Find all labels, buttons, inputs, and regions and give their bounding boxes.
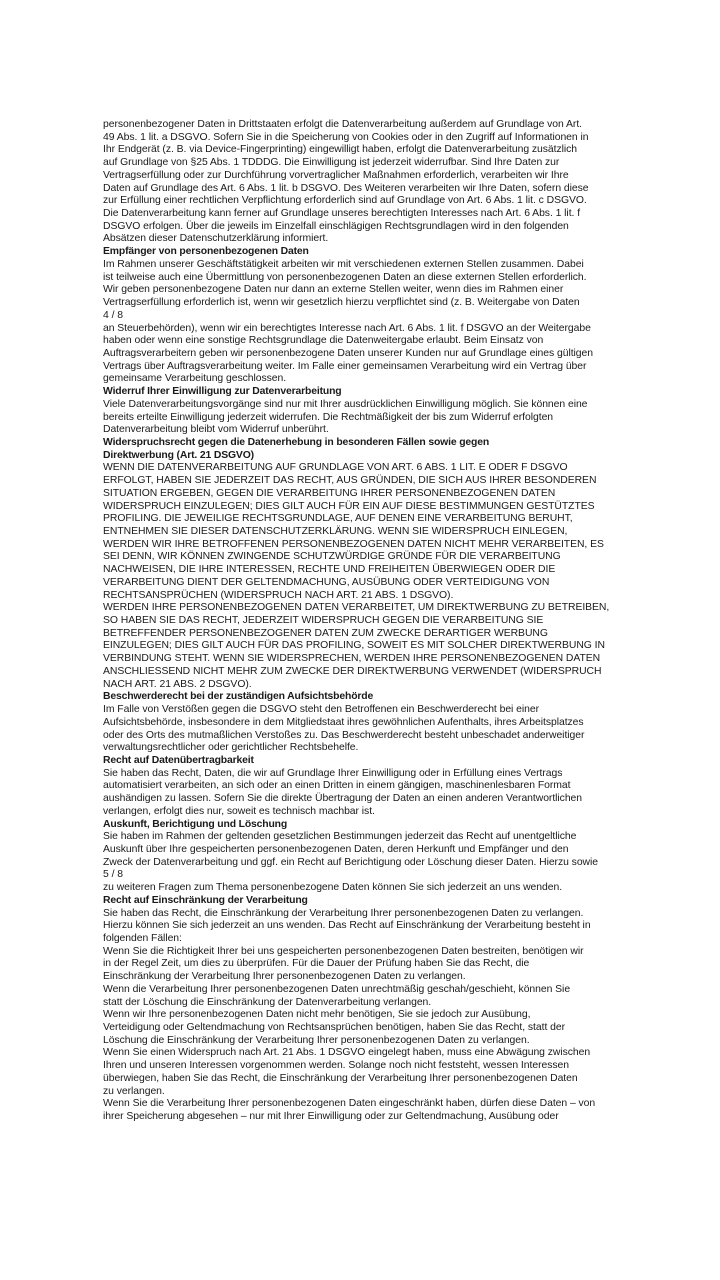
text-line: Absätzen dieser Datenschutzerklärung informiert. (103, 233, 329, 245)
paragraph (103, 399, 623, 437)
text-line: PROFILING. DIE JEWEILIGE RECHTSGRUNDLAGE, AUF DENEN EINE VERARBEITUNG BERUHT, (103, 513, 573, 525)
text-line: an Steuerbehörden), wenn wir ein berechtigtes Interesse nach Art. 6 Abs. 1 lit. f DSGVO an der Weitergabe (103, 322, 591, 334)
paragraph (103, 323, 623, 387)
text-line: Wenn Sie einen Widerspruch nach Art. 21 Abs. 1 DSGVO eingelegt haben, muss eine Abwägung zwischen (103, 1047, 591, 1059)
text-line: Verteidigung oder Geltendmachung von Rechtsansprüchen benötigen, haben Sie das Recht, statt der (103, 1022, 565, 1034)
text-line: Die Datenverarbeitung kann ferner auf Grundlage unseres berechtigten Interesses nach Art. 6 Abs. 1 lit. f (103, 208, 581, 220)
text-line: Sie haben das Recht, Daten, die wir auf Grundlage Ihrer Einwilligung oder in Erfüllung eines Vertrags (103, 767, 563, 779)
section-heading (103, 691, 623, 704)
section-heading (103, 819, 623, 832)
text-line: Wenn Sie die Verarbeitung Ihrer personenbezogenen Daten eingeschränkt haben, dürfen diese Daten – von (103, 1098, 596, 1110)
text-line: statt der Löschung die Einschränkung der Datenverarbeitung verlangen. (103, 996, 432, 1008)
text-line: ENTNEHMEN SIE DIESER DATENSCHUTZERKLÄRUNG. WENN SIE WIDERSPRUCH EINLEGEN, (103, 526, 568, 537)
page-number-text: 5 / 8 (103, 869, 123, 881)
heading-line: Widerspruchsrecht gegen die Datenerhebung in besonderen Fällen sowie gegen (103, 436, 490, 448)
heading-line: Beschwerderecht bei der zuständigen Aufsichtsbehörde (103, 691, 374, 703)
paragraph (103, 259, 623, 310)
text-line: WERDEN IHRE PERSONENBEZOGENEN DATEN VERARBEITET, UM DIREKTWERBUNG ZU BETREIBEN, (103, 602, 610, 614)
paragraph (103, 984, 623, 1009)
text-line: RECHTSANSPRÜCHEN (WIDERSPRUCH NACH ART. 21 ABS. 1 DSGVO). (103, 589, 454, 601)
text-line: NACH ART. 21 ABS. 2 DSGVO). (103, 678, 252, 690)
page-number (103, 869, 623, 882)
text-line: ist teilweise auch eine Übermittlung von personenbezogenen Daten an diese externen Stellen erforderlich. (103, 271, 587, 283)
section-heading (103, 437, 623, 462)
paragraph (103, 768, 623, 819)
text-line: Wenn Sie die Richtigkeit Ihrer bei uns gespeicherten personenbezogenen Daten bestreiten, benötigen wir (103, 945, 584, 957)
text-line: WENN DIE DATENVERARBEITUNG AUF GRUNDLAGE VON ART. 6 ABS. 1 LIT. E ODER F DSGVO (103, 462, 568, 474)
text-line: zu verlangen. (103, 1085, 165, 1097)
section-heading (103, 386, 623, 399)
text-line: Viele Datenverarbeitungsvorgänge sind nur mit Ihrer ausdrücklichen Einwilligung möglich. Sie können eine (103, 398, 588, 410)
text-line: Wir geben personenbezogene Daten nur dann an externe Stellen weiter, wenn dies im Rahmen einer (103, 284, 564, 296)
text-line: SO HABEN SIE DAS RECHT, JEDERZEIT WIDERSPRUCH GEGEN DIE VERARBEITUNG SIE (103, 615, 544, 627)
paragraph (103, 831, 623, 869)
text-line: Löschung die Einschränkung der Verarbeitung Ihrer personenbezogenen Daten zu verlangen. (103, 1034, 530, 1046)
paragraph (103, 908, 623, 946)
text-line: Daten auf Grundlage des Art. 6 Abs. 1 lit. b DSGVO. Des Weiteren verarbeiten wir Ihre Daten, sofern diese (103, 182, 589, 194)
section-heading (103, 246, 623, 259)
paragraph (103, 1098, 623, 1123)
text-line: WIDERSPRUCH EINZULEGEN; DIES GILT AUCH FÜR EIN AUF DIESE BESTIMMUNGEN GESTÜTZTES (103, 500, 595, 512)
text-line: automatisiert verarbeiten, an sich oder an einen Dritten in einem gängigen, maschinenlesbaren Format (103, 780, 571, 792)
text-line: folgenden Fällen: (103, 933, 182, 944)
text-line: SEI DENN, WIR KÖNNEN ZWINGENDE SCHUTZWÜRDIGE GRÜNDE FÜR DIE VERARBEITUNG (103, 551, 561, 563)
text-line: NACHWEISEN, DIE IHRE INTERESSEN, RECHTE UND FREIHEITEN ÜBERWIEGEN ODER DIE (103, 564, 556, 576)
text-line: Im Rahmen unserer Geschäftstätigkeit arbeiten wir mit verschiedenen externen Stellen zusammen. Dabei (103, 258, 584, 270)
text-line: Wenn wir Ihre personenbezogenen Daten nicht mehr benötigen, Sie sie jedoch zur Ausübung, (103, 1009, 531, 1021)
text-line: Hierzu können Sie sich jederzeit an uns wenden. Das Recht auf Einschränkung der Verarbeitung besteht in (103, 920, 591, 932)
paragraph (103, 602, 623, 691)
text-line: Auftragsverarbeitern geben wir personenbezogene Daten unserer Kunden nur auf Grundlage eines gültigen (103, 347, 593, 359)
text-line: verwaltungsrechtlicher oder gerichtlicher Rechtsbehelfe. (103, 742, 359, 754)
text-line: SITUATION ERGEBEN, GEGEN DIE VERARBEITUNG IHRER PERSONENBEZOGENEN DATEN (103, 487, 556, 499)
paragraph (103, 1047, 623, 1098)
text-line: Ihr Endgerät (z. B. via Device-Fingerprinting) eingewilligt haben, erfolgt die Datenverarbeitung zusätzlich (103, 144, 578, 156)
text-line: oder des Orts des mutmaßlichen Verstoßes zu. Das Beschwerderecht besteht unbeschadet anderweitiger (103, 729, 585, 741)
text-line: Sie haben im Rahmen der geltenden gesetzlichen Bestimmungen jederzeit das Recht auf unentgeltliche (103, 831, 577, 843)
text-line: auf Grundlage von §25 Abs. 1 TDDDG. Die Einwilligung ist jederzeit widerrufbar. Sind Ihre Daten zur (103, 157, 560, 169)
text-line: in der Regel Zeit, um dies zu überprüfen. Für die Dauer der Prüfung haben Sie das Recht, die (103, 958, 530, 970)
page-number-text: 4 / 8 (103, 309, 123, 321)
text-line: ANSCHLIESSEND NICHT MEHR ZUM ZWECKE DER DIREKTWERBUNG VERWENDET (WIDERSPRUCH (103, 665, 602, 677)
text-line: Zweck der Datenverarbeitung und ggf. ein Recht auf Berichtigung oder Löschung dieser Daten. Hierzu sowie (103, 856, 598, 868)
text-line: 49 Abs. 1 lit. a DSGVO. Sofern Sie in die Speicherung von Cookies oder in den Zugriff auf Informationen in (103, 131, 589, 143)
text-line: Vertragserfüllung erforderlich ist, wenn wir gesetzlich hierzu verpflichtet sind (z. B. Weitergabe von Daten (103, 297, 580, 309)
text-line: Im Falle von Verstößen gegen die DSGVO steht den Betroffenen ein Beschwerderecht bei einer (103, 704, 540, 716)
text-line: ihrer Speicherung abgesehen – nur mit Ihrer Einwilligung oder zur Geltendmachung, Ausübung oder (103, 1111, 559, 1123)
text-line: haben oder wenn eine sonstige Rechtsgrundlage die Datenweitergabe erlaubt. Beim Einsatz von (103, 335, 544, 347)
page-number (103, 310, 623, 323)
paragraph (103, 882, 623, 895)
paragraph (103, 462, 623, 602)
text-line: Vertragserfüllung oder zur Durchführung vorvertraglicher Maßnahmen erforderlich, verarbeiten wir Ihre (103, 169, 569, 181)
paragraph (103, 119, 623, 246)
text-line: Einschränkung der Verarbeitung Ihrer personenbezogenen Daten zu verlangen. (103, 971, 466, 983)
text-line: Datenverarbeitung bleibt vom Widerruf unberührt. (103, 424, 329, 436)
heading-line: Auskunft, Berichtigung und Löschung (103, 818, 288, 830)
text-line: bereits erteilte Einwilligung jederzeit widerrufen. Die Rechtmäßigkeit der bis zum Widerruf erfolgten (103, 411, 554, 423)
text-line: personenbezogener Daten in Drittstaaten erfolgt die Datenverarbeitung außerdem auf Grundlage von Art. (103, 119, 582, 130)
text-line: zu weiteren Fragen zum Thema personenbezogene Daten können Sie sich jederzeit an uns wenden. (103, 882, 563, 894)
heading-line: Direktwerbung (Art. 21 DSGVO) (103, 449, 254, 461)
paragraph (103, 704, 623, 755)
paragraph (103, 946, 623, 984)
heading-line: Empfänger von personenbezogenen Daten (103, 246, 309, 258)
text-line: Auskunft über Ihre gespeicherten personenbezogenen Daten, deren Herkunft und Empfänger und den (103, 843, 569, 855)
text-line: Aufsichtsbehörde, insbesondere in dem Mitgliedstaat ihres gewöhnlichen Aufenthalts, ihres Arbeitsplatzes (103, 716, 584, 728)
text-line: ERFOLGT, HABEN SIE JEDERZEIT DAS RECHT, AUS GRÜNDEN, DIE SICH AUS IHRER BESONDEREN (103, 475, 597, 487)
text-line: DSGVO erfolgen. Über die jeweils im Einzelfall einschlägigen Rechtsgrundlagen wird in den folgenden (103, 220, 569, 232)
section-heading (103, 755, 623, 768)
text-line: gemeinsame Verarbeitung geschlossen. (103, 373, 287, 385)
text-line: VERARBEITUNG DIENT DER GELTENDMACHUNG, AUSÜBUNG ODER VERTEIDIGUNG VON (103, 576, 550, 588)
text-line: WERDEN WIR IHRE BETROFFENEN PERSONENBEZOGENEN DATEN NICHT MEHR VERARBEITEN, ES (103, 538, 604, 550)
text-line: EINZULEGEN; DIES GILT AUCH FÜR DAS PROFILING, SOWEIT ES MIT SOLCHER DIREKTWERBUNG IN (103, 640, 605, 652)
heading-line: Widerruf Ihrer Einwilligung zur Datenverarbeitung (103, 386, 342, 398)
text-line: zur Erfüllung einer rechtlichen Verpflichtung erforderlich sind auf Grundlage von Art. 6 Abs. 1 lit. c DSGVO. (103, 195, 587, 207)
text-line: Wenn die Verarbeitung Ihrer personenbezogenen Daten unrechtmäßig geschah/geschieht, können Sie (103, 983, 571, 995)
text-line: Ihren und unseren Interessen vorgenommen werden. Solange noch nicht feststeht, wessen Interessen (103, 1060, 569, 1072)
text-line: Vertrags über Auftragsverarbeitung weiter. Im Falle einer gemeinsamen Verarbeitung wird ein Vertrag über (103, 360, 587, 372)
heading-line: Recht auf Einschränkung der Verarbeitung (103, 894, 308, 906)
text-line: verlangen, erfolgt dies nur, soweit es technisch machbar ist. (103, 805, 375, 817)
text-line: Sie haben das Recht, die Einschränkung der Verarbeitung Ihrer personenbezogenen Daten zu verlangen. (103, 907, 584, 919)
text-line: aushändigen zu lassen. Sofern Sie die direkte Übertragung der Daten an einen anderen Verantwortlichen (103, 793, 583, 805)
section-heading (103, 895, 623, 908)
text-line: VERBINDUNG STEHT. WENN SIE WIDERSPRECHEN, WERDEN IHRE PERSONENBEZOGENEN DATEN (103, 653, 601, 665)
heading-line: Recht auf Datenübertragbarkeit (103, 754, 254, 766)
text-line: BETREFFENDER PERSONENBEZOGENER DATEN ZUM ZWECKE DERARTIGER WERBUNG (103, 627, 548, 639)
paragraph (103, 1009, 623, 1047)
document-page (103, 119, 623, 1124)
text-line: überwiegen, haben Sie das Recht, die Einschränkung der Verarbeitung Ihrer personenbezogenen Daten (103, 1072, 578, 1084)
